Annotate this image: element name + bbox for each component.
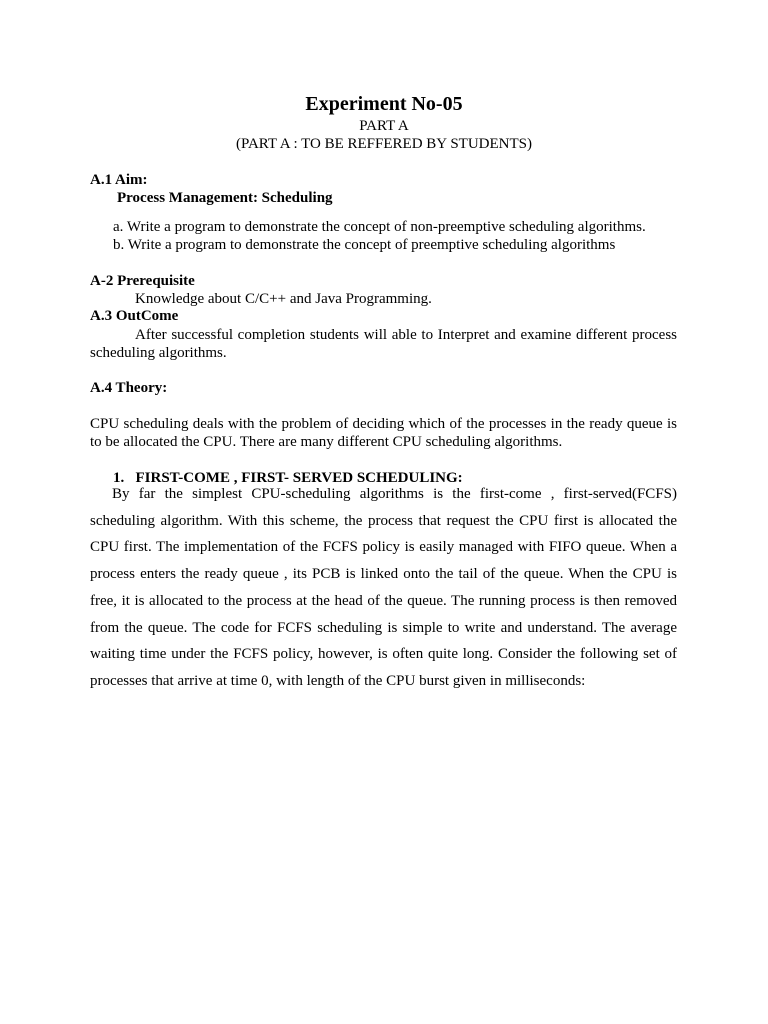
- fcfs-line-2: scheduling algorithm. With this scheme, the process that request the CPU first is allocated the: [90, 512, 677, 529]
- theory-heading: A.4 Theory:: [90, 380, 168, 396]
- fcfs-line-1: By far the simplest CPU-scheduling algorithms is the first-come , first-served(FCFS): [112, 486, 677, 502]
- aim-item-a: a. Write a program to demonstrate the concept of non-preemptive scheduling algorithms.: [113, 219, 646, 235]
- prerequisite-text: Knowledge about C/C++ and Java Programming.: [135, 291, 432, 307]
- fcfs-line-6: from the queue. The code for FCFS scheduling is simple to write and understand. The average: [90, 619, 677, 636]
- outcome-heading: A.3 OutCome: [90, 308, 179, 324]
- page-title: Experiment No-05: [305, 93, 463, 115]
- theory-intro-line2: to be allocated the CPU. There are many different CPU scheduling algorithms.: [90, 434, 563, 450]
- part-note: (PART A : TO BE REFFERED BY STUDENTS): [236, 136, 532, 152]
- fcfs-heading: 1. FIRST-COME , FIRST- SERVED SCHEDULING:: [113, 470, 463, 486]
- part-label: PART A: [359, 118, 409, 134]
- fcfs-line-3: CPU first. The implementation of the FCFS policy is easily managed with FIFO queue. When a: [90, 539, 677, 556]
- fcfs-paragraph: [90, 481, 677, 695]
- outcome-text-line1: After successful completion students will able to Interpret and examine different process: [135, 327, 677, 343]
- theory-intro-line1: CPU scheduling deals with the problem of deciding which of the processes in the ready queue is: [90, 416, 677, 432]
- fcfs-line-5: free, it is allocated to the process at the head of the queue. The running process is then removed: [90, 592, 677, 609]
- aim-item-b: b. Write a program to demonstrate the concept of preemptive scheduling algorithms: [113, 237, 616, 253]
- fcfs-line-8: processes that arrive at time 0, with length of the CPU burst given in milliseconds:: [90, 672, 586, 689]
- outcome-text-line2: scheduling algorithms.: [90, 345, 227, 361]
- aim-heading: A.1 Aim:: [90, 172, 148, 188]
- fcfs-line-7: waiting time under the FCFS policy, however, is often quite long. Consider the following set of: [90, 646, 677, 663]
- fcfs-line-4: process enters the ready queue , its PCB is linked onto the tail of the queue. When the CPU is: [90, 566, 677, 583]
- aim-subheading: Process Management: Scheduling: [117, 190, 333, 206]
- prerequisite-heading: A-2 Prerequisite: [90, 273, 195, 289]
